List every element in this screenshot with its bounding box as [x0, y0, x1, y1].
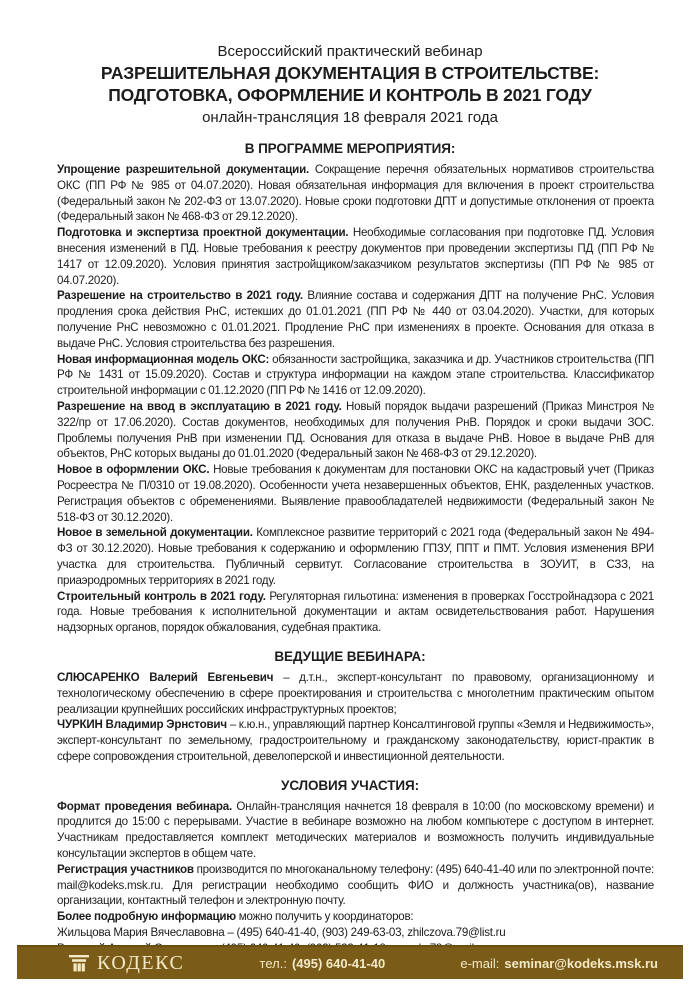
program-section: [0, 162, 700, 636]
program-item: [57, 162, 654, 225]
program-item-text: Регуляторная гильотина: изменения в проверках Госстройнадзора с 2021 года. Новые требования к исполнительной документации и актам освидетельствования работ. Нарушения надзорных органов, порядок обжалования, судебная практика.: [57, 589, 654, 635]
speaker-item: [57, 670, 654, 717]
email-label: e-mail:: [460, 955, 500, 971]
speaker-name: СЛЮСАРЕНКО Валерий Евгеньевич: [57, 670, 284, 684]
participation-item-lead: Регистрация участников: [57, 862, 197, 876]
column-icon: [69, 953, 89, 973]
broadcast-date: онлайн-трансляция 18 февраля 2021 года: [202, 109, 498, 126]
participation-section: [0, 799, 700, 957]
participation-item: [57, 909, 654, 925]
program-item-text: Сокращение перечня обязательных нормативов строительства ОКС (ПП РФ № 985 от 04.07.2020). Новая обязательная информация для включения в проект строительства (Федеральный закон № 202-ФЗ от 13.07.2020). Новые сроки подготовки ДПТ и допустимые отклонения от проекта (Федеральный закон № 468-ФЗ от 29.12.2020).: [57, 163, 654, 224]
footer-email: [460, 956, 658, 971]
program-item-lead: Разрешение на ввод в эксплуатацию в 2021 году.: [57, 399, 347, 413]
program-item-lead: Подготовка и экспертиза проектной документации.: [57, 226, 353, 240]
participation-item: [57, 799, 654, 862]
program-item-lead: Новая информационная модель ОКС:: [57, 352, 273, 366]
program-item: [57, 462, 654, 525]
brand-name: КОДЕКС: [97, 951, 185, 974]
phone-label: тел.:: [259, 955, 287, 971]
program-item-lead: Разрешение на строительство в 2021 году.: [57, 289, 308, 303]
program-item-lead: Новое в оформлении ОКС.: [57, 463, 214, 477]
program-item: [57, 352, 654, 399]
speaker-item: [57, 717, 654, 764]
program-item-lead: Новое в земельной документации.: [57, 526, 257, 540]
page-title-line2: ПОДГОТОВКА, ОФОРМЛЕНИЕ И КОНТРОЛЬ В 2021 ГОДУ: [108, 85, 592, 105]
participation-item-lead: Более подробную информацию: [57, 910, 239, 924]
speaker-bio: – к.ю.н., управляющий партнер Консалтинговой группы «Земля и Недвижимость», эксперт-консультант по земельному, градостроительному и гражданскому законодательству, юрист-практик в сфере сопровождения строительной, девелоперской и инвестиционной деятельности.: [57, 718, 654, 763]
program-item-text: обязанности застройщика, заказчика и др. Участников строительства (ПП РФ № 1431 от 15.09.2020). Состав и структура информации на каждом этапе строительства. Классификатор строительной информации с 01.12.2020 (ПП РФ № 1416 от 12.09.2020).: [57, 352, 654, 398]
participation-item-text: производится по многоканальному телефону: (495) 640-41-40 или по электронной почте: mail@kodeks.msk.ru. Для регистрации необходимо сообщить ФИО и должность участника(ов), название организации, контактный телефон и электронную почту.: [57, 862, 654, 908]
footer-phone: [260, 956, 386, 971]
program-item-text: Новый порядок выдачи разрешений (Приказ Минстроя № 322/пр от 17.06.2020). Состав документов, необходимых для получения РнВ. Порядок и сроки выдачи ЗОС. Проблемы получения РнВ при изменении ПД. Основания для отказа в выдаче РнВ. Новое в выдаче РнВ для объектов, РнС которых выданы до 01.01.2020 (Федеральный закон № 468-ФЗ от 29.12.2020).: [57, 399, 654, 461]
program-item: [57, 399, 654, 462]
program-item-lead: Строительный контроль в 2021 году.: [57, 589, 270, 603]
program-item: [57, 525, 654, 588]
program-item-text: Комплексное развитие территорий с 2021 года (Федеральный закон № 494-ФЗ от 30.12.2020). Новые требования к содержанию и оформлению ГПЗУ, ППТ и ПМТ. Условия изменения ВРИ участка для строительства. Публичный сервитут. Согласование строительства в ЗОУИТ, в СЗЗ, на приаэродромных территориях в 2021 году.: [57, 526, 654, 587]
kodeks-logo: [69, 952, 184, 975]
program-item: [57, 288, 654, 351]
webinar-kicker: Всероссийский практический вебинар: [217, 43, 483, 60]
program-item-text: Новые требования к документам для постановки ОКС на кадастровый учет (Приказ Росреестра № П/0310 от 19.08.2020). Особенности учета незавершенных объектов, ЕНК, разделенных участков. Регистрация объектов с обременениями. Выявление правообладателей недвижимости (Федеральный закон № 518-ФЗ от 30.12.2020).: [57, 463, 654, 524]
phone-number: (495) 640-41-40: [291, 955, 386, 971]
page-title-line1: РАЗРЕШИТЕЛЬНАЯ ДОКУМЕНТАЦИЯ В СТРОИТЕЛЬСТВЕ:: [100, 63, 600, 83]
program-item-lead: Упрощение разрешительной документации.: [57, 163, 315, 176]
program-item: [57, 589, 654, 636]
speakers-section: [0, 670, 700, 765]
participation-item-text: можно получить у координаторов:: [238, 910, 414, 924]
program-section-heading: В ПРОГРАММЕ МЕРОПРИЯТИЯ:: [244, 141, 456, 156]
participation-section-heading: УСЛОВИЯ УЧАСТИЯ:: [281, 777, 419, 793]
participation-item-text: Онлайн-трансляция начнется 18 февраля в 10:00 (по московскому времени) и продлится до 15:00 с перерывами. Участие в вебинаре возможно на любом компьютере с доступом в интернет. Участникам предоставляется комплект методических материалов и возможность получить индивидуальные консультации экспертов в общем чате.: [57, 799, 655, 861]
program-item-text: Необходимые согласования при подготовке ПД. Условия внесения изменений в ПД. Новые требования к реестру документов при проведении экспертизы ПД (ПП РФ № 1417 от 12.09.2020). Условия принятия застройщиком/заказчиком результатов экспертизы (ПП РФ № 985 от 04.07.2020).: [57, 226, 654, 287]
speaker-name: ЧУРКИН Владимир Эрнстович: [57, 718, 230, 732]
program-item: [57, 225, 654, 288]
program-item-text: Влияние состава и содержания ДПТ на получение РнС. Условия продления срока действия РнС, истекших до 01.01.2021 (ПП РФ № 440 от 03.04.2020). Участки, для которых получение РнС невозможно с 01.01.2021. Продление РнС при изменениях в проекте. Основания для отказа в выдаче РнС. Условия строительства без разрешения.: [57, 289, 654, 350]
email-address: seminar@kodeks.msk.ru: [504, 955, 658, 971]
participation-item-lead: Формат проведения вебинара.: [57, 799, 237, 813]
speakers-section-heading: ВЕДУЩИЕ ВЕБИНАРА:: [274, 648, 426, 664]
footer-contact-bar: [17, 945, 683, 979]
coordinator-contact: Жильцова Мария Вячеславовна – (495) 640-41-40, (903) 249-63-03, zhilczova.79@list.ru: [57, 926, 506, 940]
speaker-bio: – д.т.н., эксперт-консультант по правовому, организационному и технологическому обеспечению в сфере проектирования и строительства с многолетним практическим опытом реализации крупнейших российских инфраструктурных проектов;: [57, 670, 654, 716]
participation-item: [57, 862, 654, 909]
document-header: [0, 0, 700, 128]
